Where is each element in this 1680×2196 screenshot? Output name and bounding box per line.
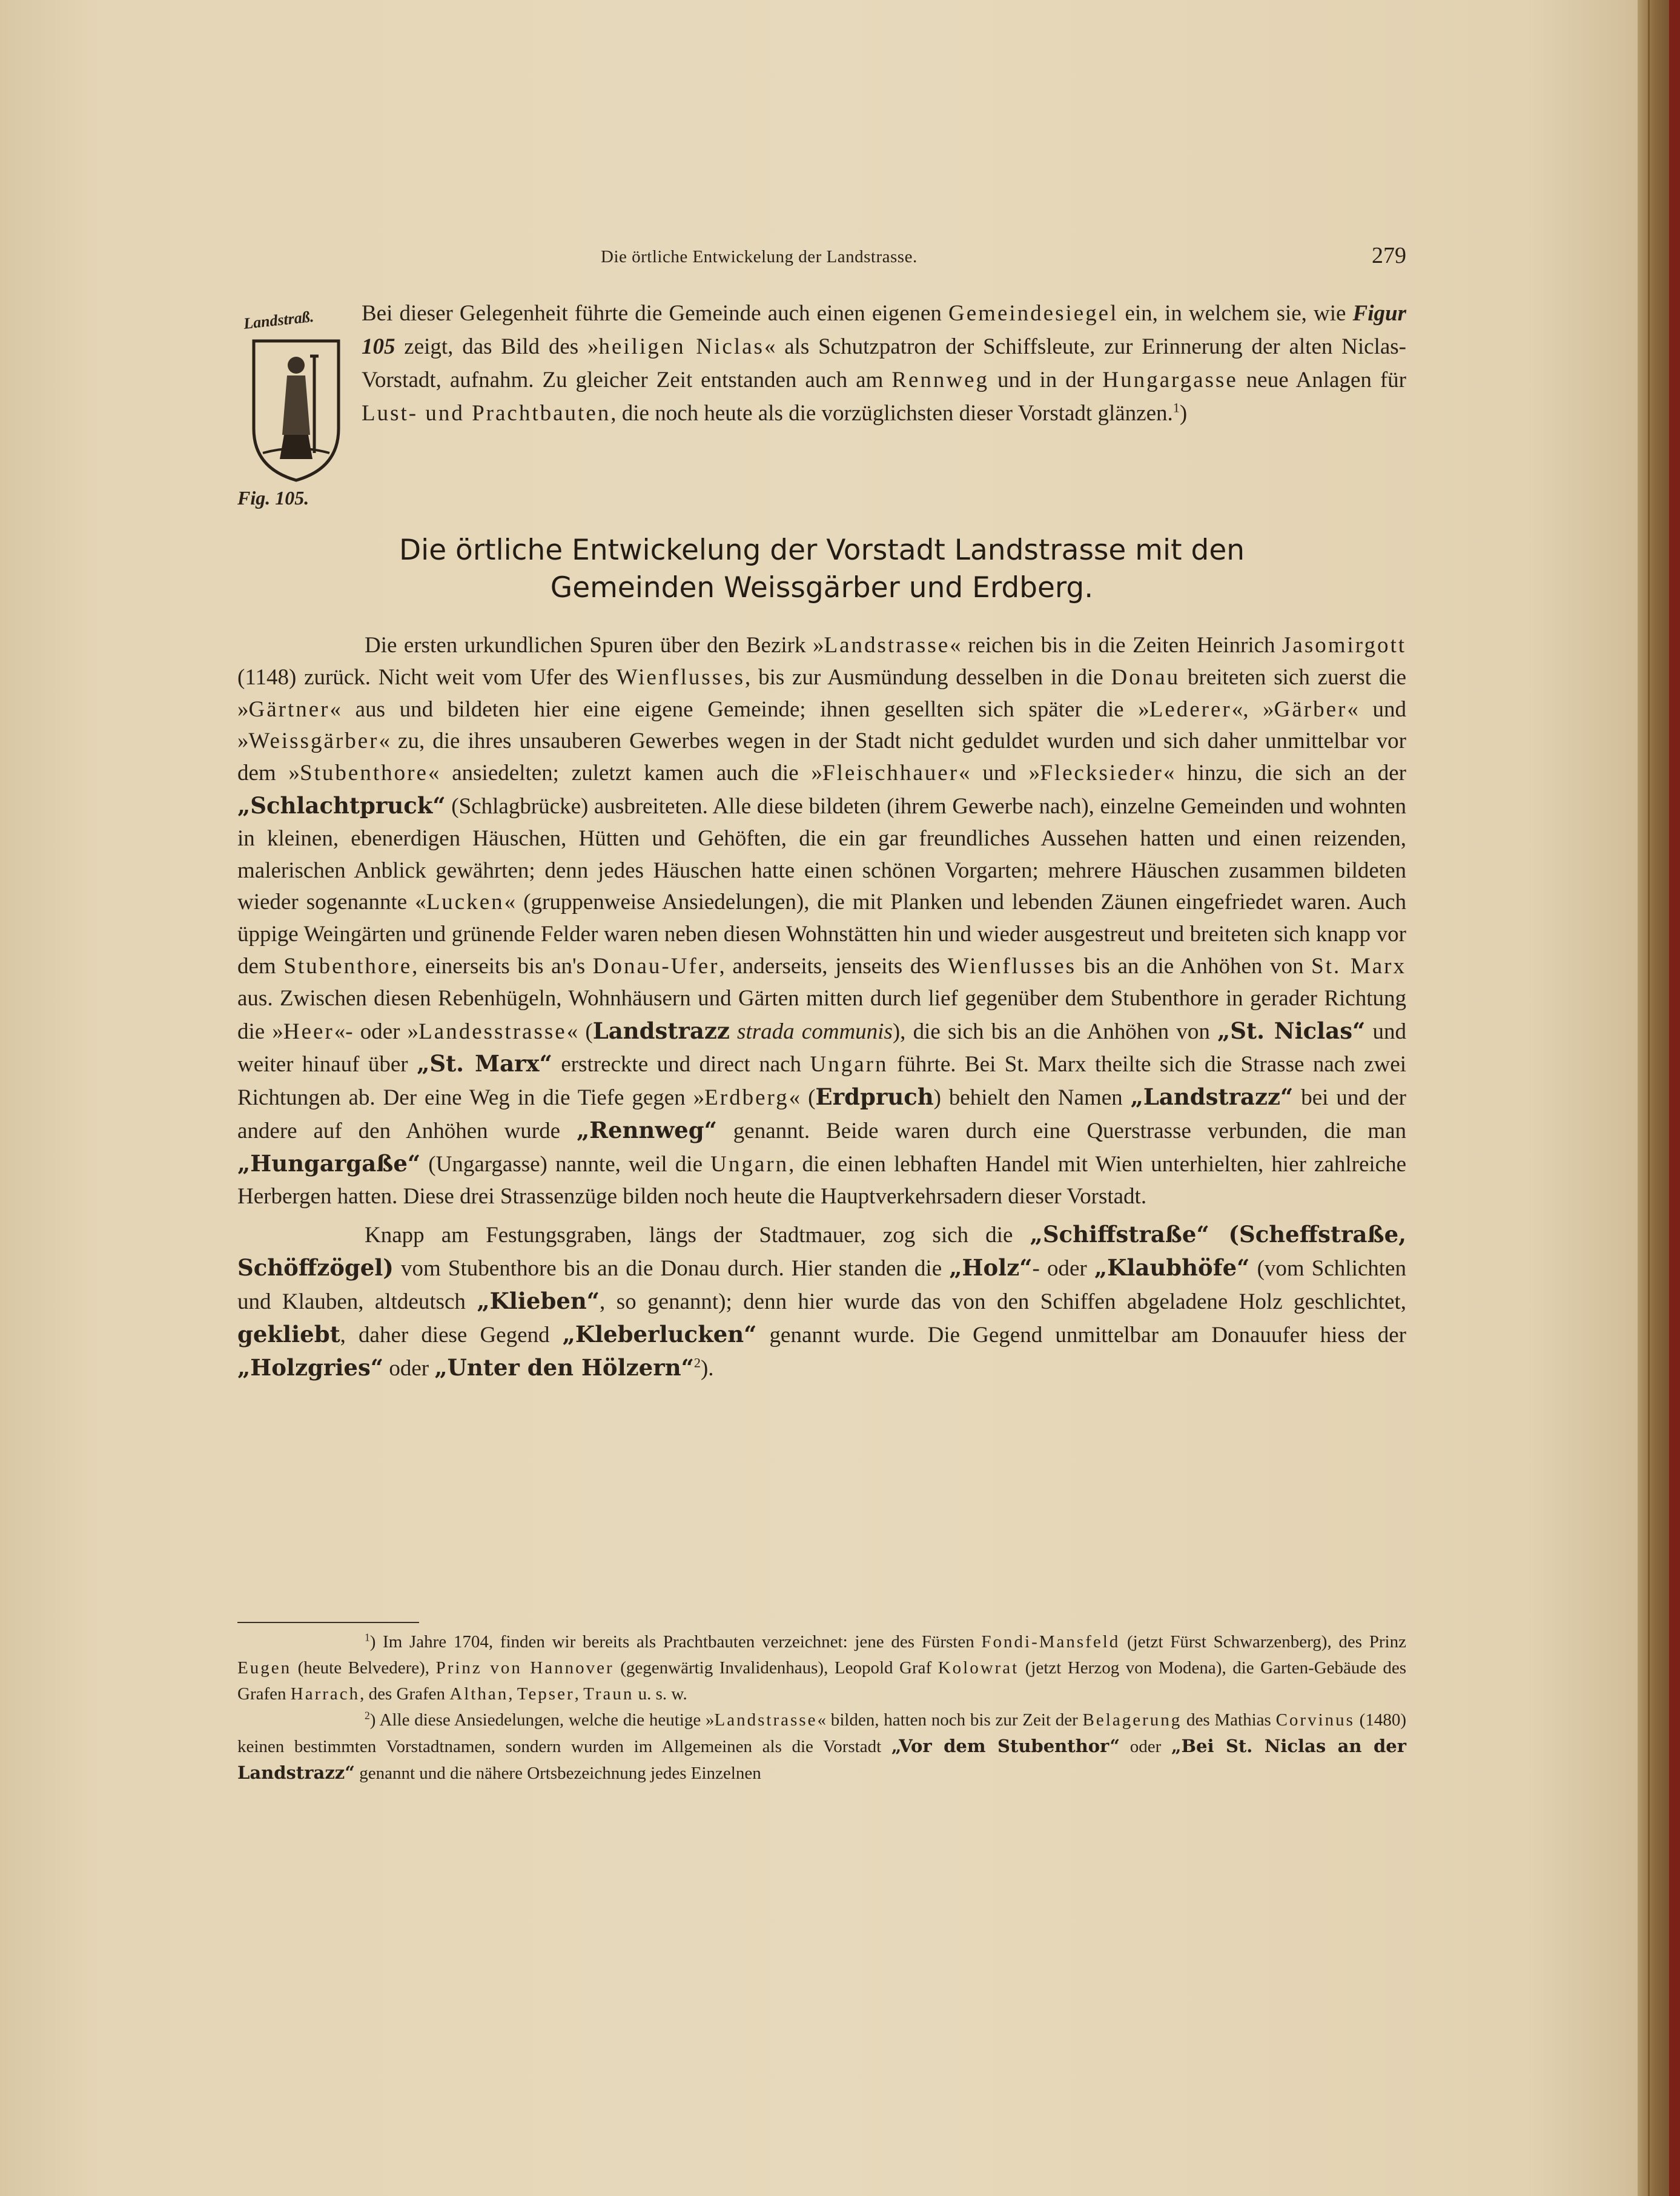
footnote-1: $^1$) Im Jahre 1704, finden wir bereits als Prachtbauten verzeichnet: jene des Fürsten Fondi-Mansfeld (jetzt Fürst Schwarzenberg), des Prinz Eugen (heute Belvedere), Prinz von Hannover (gegenwärtig Invalidenhaus), Leopold Graf Kolowrat (jetzt Herzog von Modena), die Garten-Gebäude des Grafen Harrach, des Grafen Althan, Tepser, Traun u. s. w. (237, 1631, 1406, 1704)
figure-reference: Figur 105 (362, 301, 1406, 359)
section-heading (237, 532, 1406, 607)
intro-paragraph: Bei dieser Gelegenheit führte die Gemeinde auch einen eigenen Gemeindesiegel ein, in welchem sie, wie Figur 105 zeigt, das Bild des »heiligen Niclas« als Schutzpatron der Schiffsleute, zur Erinnerung der alten Niclas-Vorstadt, aufnahm. Zu gleicher Zeit entstanden auch am Rennweg und in der Hungargasse neue Anlagen für Lust- und Prachtbauten, die noch heute als die vorzüglichsten dieser Vorstadt glänzen.$^1$) (362, 301, 1407, 426)
seal-shield-icon (251, 338, 342, 483)
section-heading-line-1: Die örtliche Entwickelung der Vorstadt Landstrasse mit den (399, 534, 1245, 567)
footnote-marker-1: 1 (1172, 400, 1180, 415)
footnote-2: $^2$) Alle diese Ansiedelungen, welche die heutige »Landstrasse« bilden, hatten noch bis zur Zeit der Belagerung des Mathias Corvinus (1480) keinen bestimmten Vorstadtnamen, sondern wurden im Allgemeinen als die Vorstadt „Vor dem Stubenthor“ oder „Bei St. Niclas an der Landstrazz“ genannt und die nähere Ortsbezeichnung jedes Einzelnen (237, 1709, 1406, 1783)
running-title: Die örtliche Entwickelung der Landstrasse. (601, 247, 918, 266)
footnotes (237, 1629, 1406, 1787)
spine-crease (1648, 0, 1650, 2196)
paragraph-2: Knapp am Festungsgraben, längs der Stadtmauer, zog sich die „Schiffstraße“ (Scheffstraße, Schöffzögel) vom Stubenthore bis an die Donau durch. Hier standen die „Holz“- oder „Klaubhöfe“ (vom Schlichten und Klauben, altdeutsch „Klieben“, so genannt); denn hier wurde das von den Schiffen abgeladene Holz geschlichtet, gekliebt, daher diese Gegend „Kleberlucken“ genannt wurde. Die Gegend unmittelbar am Donauufer hiess der „Holzgries“ oder „Unter den Hölzern“$^2$). (237, 1221, 1406, 1381)
footnote-marker-2: 2 (693, 1355, 701, 1371)
section-heading-line-2: Gemeinden Weissgärber und Erdberg. (550, 571, 1094, 604)
page-number: 279 (1372, 243, 1406, 268)
figure-105 (237, 308, 359, 511)
figure-label: Landstraß. (242, 308, 315, 333)
running-head (237, 242, 1406, 279)
figure-caption: Fig. 105. (237, 487, 309, 509)
spine-binding-edge (1669, 0, 1680, 2196)
paragraph-1: Die ersten urkundlichen Spuren über den Bezirk »Landstrasse« reichen bis in die Zeiten Heinrich Jasomirgott (1148) zurück. Nicht weit vom Ufer des Wienflusses, bis zur Ausmündung desselben in die Donau breiteten sich zuerst die »Gärtner« aus und bildeten hier eine eigene Gemeinde; ihnen gesellten sich später die »Lederer«, »Gärber« und »Weissgärber« zu, die ihres unsauberen Gewerbes wegen in der Stadt nicht geduldet wurden und sich daher unmittelbar vor dem »Stubenthore« ansiedelten; zuletzt kamen auch die »Fleischhauer« und »Flecksieder« hinzu, die sich an der „Schlachtpruck“ (Schlagbrücke) ausbreiteten. Alle diese bildeten (ihrem Gewerbe nach), einzelne Gemeinden und wohnten in kleinen, ebenerdigen Häuschen, Hütten und Gehöften, die ein gar freundliches Aussehen hatten und einen reizenden, malerischen Anblick gewährten; denn jedes Häuschen hatte einen schönen Vorgarten; mehrere Häuschen zusammen bildeten wieder sogenannte «Lucken« (gruppenweise Ansiedelungen), die mit Planken und lebenden Zäunen eingefriedet waren. Auch üppige Weingärten und grünende Felder waren neben diesen Wohnstätten hin und wieder ausgestreut und breiteten sich knapp vor dem Stubenthore, einerseits bis an's Donau-Ufer, anderseits, jenseits des Wienflusses bis an die Anhöhen von St. Marx aus. Zwischen diesen Rebenhügeln, Wohnhäusern und Gärten mitten durch lief gegenüber dem Stubenthore in gerader Richtung die »Heer«- oder »Landesstrasse« (Landstrazz strada communis), die sich bis an die Anhöhen von „St. Niclas“ und weiter hinauf über „St. Marx“ erstreckte und direct nach Ungarn führte. Bei St. Marx theilte sich die Strasse nach zwei Richtungen ab. Der eine Weg in die Tiefe gegen »Erdberg« (Erdpruch) behielt den Namen „Landstrazz“ bei und der andere auf den Anhöhen wurde „Rennweg“ genannt. Beide waren durch eine Querstrasse verbunden, die man „Hungargaße“ (Ungargasse) nannte, weil die Ungarn, die einen lebhaften Handel mit Wien unterhielten, hier zahlreiche Herbergen hatten. Diese drei Strassenzüge bilden noch heute die Hauptverkehrsadern dieser Vorstadt. (237, 633, 1407, 1209)
intro-section (237, 297, 1406, 515)
body-text (237, 630, 1406, 1384)
footnote-rule (237, 1622, 419, 1623)
